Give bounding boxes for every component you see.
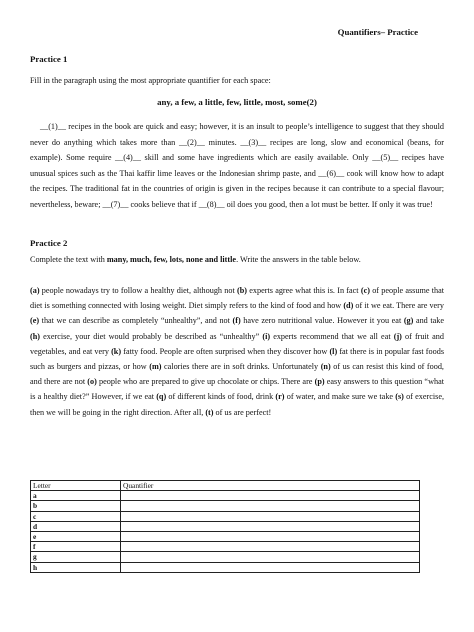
quantifier-options: any, a few, a little, few, little, most, some(2): [157, 97, 317, 107]
blank-marker: (k): [111, 346, 122, 356]
blank-marker: (m): [149, 362, 162, 372]
table-row: [31, 511, 420, 521]
text-segment: experts agree what this is. In fact: [247, 286, 361, 295]
answer-cell[interactable]: [121, 521, 420, 531]
text-segment: people nowadays try to follow a healthy diet, although not: [39, 286, 238, 295]
table-header-row: [31, 481, 420, 491]
answer-cell[interactable]: [121, 532, 420, 542]
text-segment: of fruit and vegetables, and eat very: [30, 331, 444, 356]
practice-1-paragraph: __(1)__ recipes in the book are quick and easy; however, it is an insult to people’s intelligence to suggest that they should never do anything which takes more than __(2)__ minutes. __(3)__ recipes are long, slow and economical (beans, for example). Some require __(4)__ skill and some have ingredients which are easily available. Only __(5)__ recipes have unusual spices such as the Thai kaffir lime leaves or the Indonesian shrimp paste, and __(6)__ cook will know how to adapt the recipes. The traditional fat in the countries of origin is given in the recipes because it can contribute to a special flavour; nevertheless, beware; __(7)__ cooks believe that if __(8)__ oil does you good, then a lot must be better. If only it was true!: [30, 122, 444, 209]
blank-marker: (b): [237, 286, 248, 295]
row-letter: f: [31, 542, 121, 552]
text-segment: exercise, your diet would probably be described as “unhealthy”: [40, 331, 263, 341]
text-segment: experts recommend that we all eat: [270, 331, 394, 341]
text-segment: fatty food. People are often surprised when they discover how: [121, 346, 330, 356]
blank-marker: (t): [205, 407, 214, 417]
text-segment: fat there is in popular fast foods such as burgers and pizzas, or how: [30, 346, 445, 372]
table-row: [31, 552, 420, 562]
blank-marker: (p): [314, 377, 325, 387]
table-row: [31, 501, 420, 511]
text-segment: of us can resist this kind of food, and there are not: [30, 362, 444, 387]
blank-marker: (h): [30, 331, 41, 341]
table-row: [31, 532, 420, 542]
answer-table: [30, 480, 420, 573]
text-segment: of different kinds of food, drink: [166, 392, 276, 402]
blank-marker: (e): [30, 316, 40, 326]
blank-marker: (a): [30, 286, 40, 295]
row-letter: d: [31, 521, 121, 531]
blank-marker: (s): [395, 392, 404, 402]
header-letter: Letter: [31, 481, 121, 491]
document-header: Quantifiers– Practice: [337, 27, 418, 37]
practice-2-title: Practice 2: [30, 238, 68, 248]
answer-cell[interactable]: [121, 552, 420, 562]
table-row: [31, 542, 420, 552]
answer-cell[interactable]: [121, 562, 420, 572]
row-letter: c: [31, 511, 121, 521]
row-letter: h: [31, 562, 121, 572]
text-segment: of water, and make sure we take: [284, 392, 396, 402]
row-letter: b: [31, 501, 121, 511]
text-segment: people who are prepared to give up chocolate or chips. There are: [96, 377, 315, 387]
text-segment: have zero nutritional value. However it you eat: [240, 316, 404, 326]
blank-marker: (n): [320, 362, 331, 372]
answer-cell[interactable]: [121, 511, 420, 521]
blank-marker: (d): [343, 301, 354, 311]
text-segment: easy answers to this question “what is a healthy diet?” However, if we eat: [30, 377, 444, 402]
blank-marker: (l): [329, 346, 338, 356]
answer-cell[interactable]: [121, 542, 420, 552]
instruction-pre: Complete the text with: [30, 255, 107, 264]
text-segment: of people assume that diet is something connected with losing weight. Diet simply refers to the kind of food and how: [30, 286, 445, 311]
blank-marker: (f): [232, 316, 241, 326]
answer-cell[interactable]: [121, 501, 420, 511]
blank-marker: (r): [275, 392, 285, 402]
blank-marker: (c): [360, 286, 370, 295]
text-segment: of us are perfect!: [213, 407, 272, 417]
blank-marker: (j): [393, 331, 402, 341]
blank-marker: (g): [403, 316, 414, 326]
instruction-post: . Write the answers in the table below.: [236, 255, 361, 264]
text-segment: and take: [413, 316, 444, 326]
text-segment: that we can describe as completely “unhealthy”, and not: [39, 316, 233, 326]
text-segment: of it we eat. There are very: [353, 301, 445, 311]
text-segment: calories there are in soft drinks. Unfortunately: [161, 362, 321, 372]
practice-2-paragraph: [30, 283, 444, 420]
answer-cell[interactable]: [121, 491, 420, 501]
table-row: [31, 491, 420, 501]
row-letter: g: [31, 552, 121, 562]
table-row: [31, 562, 420, 572]
table-row: [31, 521, 420, 531]
header-quantifier: Quantifier: [121, 481, 420, 491]
row-letter: a: [31, 491, 121, 501]
blank-marker: (i): [262, 331, 271, 341]
practice-1-instruction: Fill in the paragraph using the most appropriate quantifier for each space:: [30, 76, 271, 85]
blank-marker: (q): [156, 392, 167, 402]
practice-1-title: Practice 1: [30, 54, 68, 64]
row-letter: e: [31, 532, 121, 542]
practice-2-instruction: [30, 254, 410, 267]
blank-marker: (o): [87, 377, 97, 387]
text-segment: of exercise, then we will be going in the right direction. After all,: [30, 392, 445, 417]
instruction-words: many, much, few, lots, none and little: [106, 255, 237, 264]
